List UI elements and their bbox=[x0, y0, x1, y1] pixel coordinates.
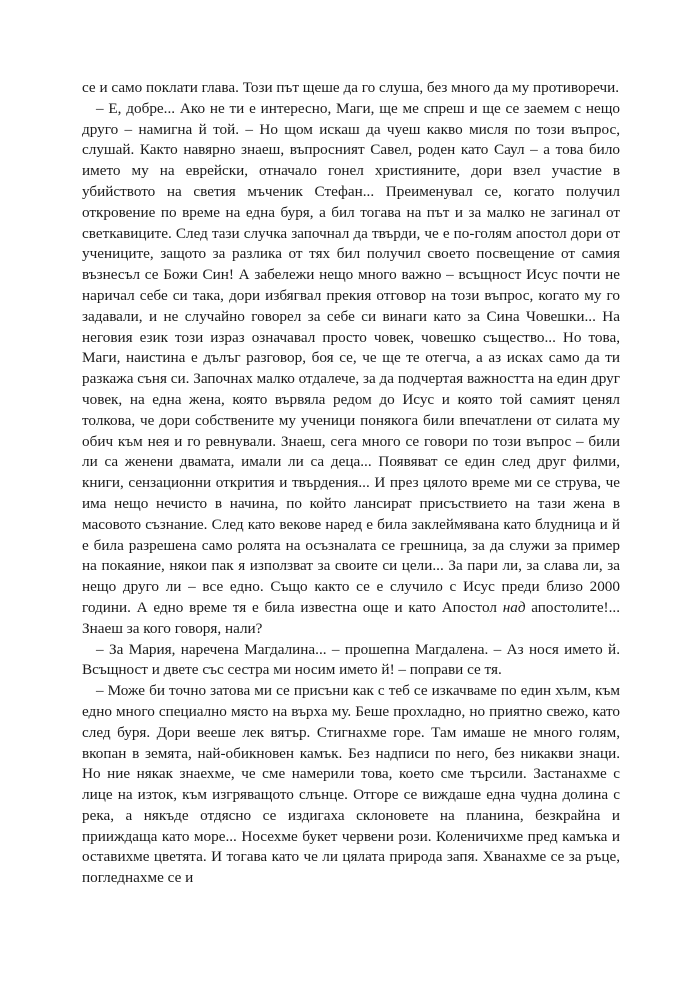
paragraph-text: – Може би точно затова ми се присъни как с теб се изкачваме по един хълм, към едно много специално място на върха му. Беше прохладно, но приятно свежо, като след буря. Дори вееше лек вятър. Стигнахме горе. Там имаше не много голям, вкопан в земята, най-обикновен камък. Без надписи по него, без никакви знаци. Но ние някак знаехме, че сме намерили това, което сме търсили. Застанахме с лице на изток, към изгряващото слънце. Отгоре се виждаше една чудна долина с река, а някъде отдясно се издигаха склоновете на планина, безкрайна и прииждаща като море... Носехме букет червени рози. Коленичихме пред камъка и оставихме цветята. И тогава като че ли цялата природа запя. Хванахме се за ръце, погледнахме се и bbox=[82, 682, 620, 887]
paragraph-text: – Е, добре... Ако не ти е интересно, Маги, ще ме спреш и ще се заемем с нещо друго – намигна й той. – Но щом искаш да чуеш какво мисля по този въпрос, слушай. Както навярно знаеш, въпросният Савел, роден като Саул – а това било името му на еврейски, отначало гонел християните, дори взел участие в убийството на светия мъченик Стефан... Преименувал се, когато получил откровение по време на една буря, а бил тогава на път и за малко не загинал от светкавиците. След тази случка започнал да твърди, че е по-голям апостол дори от учениците, защото за разлика от тях бил получил своето посвещение от самия възнесъл се Божи Син! А забележи нещо много важно – всъщност Исус почти не наричал себе си така, дори избягвал прекия отговор на този въпрос, когато му го задавали, и не случайно говорел за себе си винаги като за Сина Човешки... На неговия език този израз означавал просто човек, човешко същество... Но това, Маги, наистина е дълъг разговор, боя се, че ще те отегча, а аз исках само да ти разкажа съня си. Започнах малко отдалече, за да подчертая важността на един друг човек, на една жена, която вървяла редом до Исус и която той самият ценял толкова, че дори собствените му ученици понякога били впечатлени от силата му обич към нея и го ревнували. Знаеш, сега много се говори по този въпрос – били ли са женени двамата, имали ли са деца... Появяват се един след друг филми, книги, сензационни открития и твърдения... И през цялото време ми се струва, че има нещо нечисто в начина, по който лансират присъствието на тази жена в масовото съзнание. След като векове наред е била заклеймявана като блудница и й е била разрешена само ролята на осъзналата се грешница, за да служи за пример на покаяние, някои пак я използват за своите си цели... За пари ли, за слава ли, за нещо друго ли – все едно. Също както се е случило с Исус преди близо 2000 години. А едно време тя е била известна още и като Апостол bbox=[82, 99, 620, 616]
document-page bbox=[82, 78, 620, 889]
paragraph-text: апостолите!... Знаеш за кого говоря, нали? bbox=[82, 598, 621, 637]
paragraph-2 bbox=[82, 99, 620, 640]
paragraph-3 bbox=[82, 640, 620, 682]
paragraph-text: – За Мария, наречена Магдалина... – прошепна Магдалена. – Аз нося името й. Всъщност и двете със сестра ми носим името й! – поправи се тя. bbox=[82, 640, 620, 679]
paragraph-text: се и само поклати глава. Този път щеше да го слуша, без много да му противоречи. bbox=[82, 79, 620, 96]
paragraph-4 bbox=[82, 681, 620, 889]
emphasis-text: над bbox=[502, 598, 526, 616]
paragraph-1 bbox=[82, 78, 620, 99]
